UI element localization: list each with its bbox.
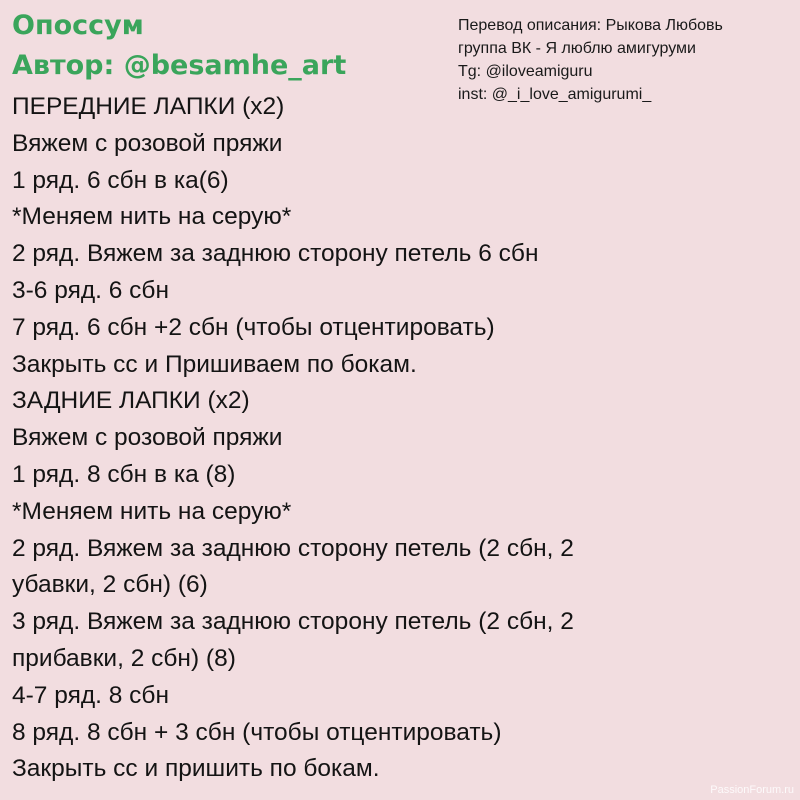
- watermark: PassionForum.ru: [710, 784, 794, 796]
- section-heading: ПЕРЕДНИЕ ЛАПКИ (х2): [12, 93, 285, 120]
- instruction-line: 2 ряд. Вяжем за заднюю сторону петель 6 сбн: [12, 240, 539, 268]
- credit-line: inst: @_i_love_amigurumi_: [458, 86, 652, 103]
- instruction-line: прибавки, 2 сбн) (8): [12, 644, 236, 672]
- instruction-line: 2 ряд. Вяжем за заднюю сторону петель (2 сбн, 2: [12, 534, 574, 562]
- instruction-line: 4-7 ряд. 8 сбн: [12, 681, 169, 709]
- instruction-line: 1 ряд. 6 сбн в ка(6): [12, 166, 229, 194]
- pattern-instructions: [12, 89, 792, 788]
- page-title: Опоссум: [12, 10, 144, 41]
- instruction-line: *Меняем нить на серую*: [12, 203, 292, 231]
- author-line: Автор: @besamhe_art: [12, 50, 347, 81]
- instruction-line: Закрыть сс и пришить по бокам.: [12, 755, 380, 783]
- instruction-line: *Меняем нить на серую*: [12, 497, 292, 525]
- instruction-line: Закрыть сс и Пришиваем по бокам.: [12, 350, 417, 378]
- instruction-line: Вяжем с розовой пряжи: [12, 129, 283, 157]
- instruction-line: убавки, 2 сбн) (6): [12, 571, 208, 599]
- credit-line: группа ВК - Я люблю амигуруми: [458, 40, 696, 57]
- section-heading: ЗАДНИЕ ЛАПКИ (х2): [12, 387, 250, 415]
- document-header: [12, 6, 346, 86]
- instruction-line: 7 ряд. 6 сбн +2 сбн (чтобы отцентировать): [12, 313, 495, 341]
- instruction-line: 8 ряд. 8 сбн + 3 сбн (чтобы отцентировать): [12, 718, 502, 746]
- instruction-line: 3 ряд. Вяжем за заднюю сторону петель (2 сбн, 2: [12, 608, 574, 636]
- instruction-line: 1 ряд. 8 сбн в ка (8): [12, 460, 236, 488]
- instruction-line: 3-6 ряд. 6 сбн: [12, 276, 169, 304]
- instruction-line: Вяжем с розовой пряжи: [12, 424, 283, 452]
- credit-line: Tg: @iloveamiguru: [458, 63, 593, 80]
- credit-line: Перевод описания: Рыкова Любовь: [458, 17, 723, 34]
